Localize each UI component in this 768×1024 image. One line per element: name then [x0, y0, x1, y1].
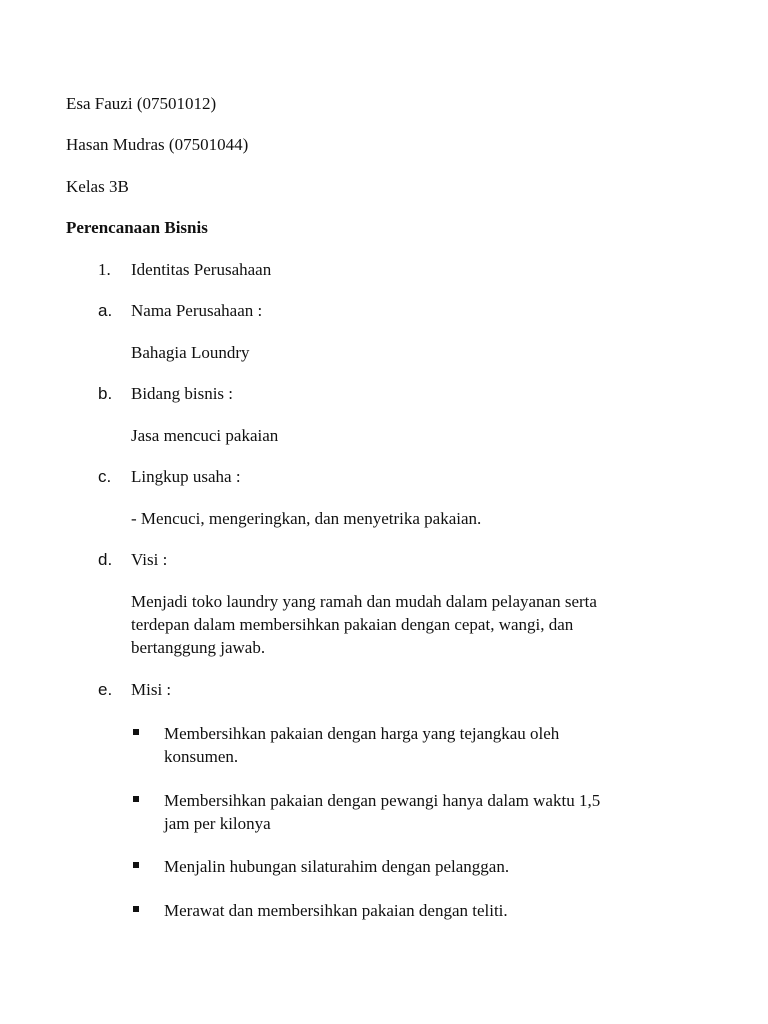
misi-item-1-line-1: Membersihkan pakaian dengan harga yang tejangkau oleh [164, 724, 560, 743]
item-d-value-line-1: Menjadi toko laundry yang ramah dan mudah dalam pelayanan serta [131, 592, 597, 611]
misi-item-4: Merawat dan membersihkan pakaian dengan teliti. [164, 901, 508, 920]
item-a-marker: a. [98, 301, 113, 320]
misi-item-3: Menjalin hubungan silaturahim dengan pelanggan. [164, 857, 510, 876]
item-a-value: Bahagia Loundry [131, 343, 250, 362]
misi-item-1-line-2: konsumen. [164, 747, 239, 766]
misi-item-2-line-1: Membersihkan pakaian dengan pewangi hanya dalam waktu 1,5 [164, 791, 601, 810]
item-b-value: Jasa mencuci pakaian [131, 426, 279, 445]
item-b-label: Bidang bisnis : [131, 384, 234, 403]
item-d-value-line-2: terdepan dalam membersihkan pakaian dengan cepat, wangi, dan [131, 615, 574, 634]
item-e-marker: e. [98, 680, 113, 699]
bullet-marker-1 [133, 729, 139, 735]
class-label: Kelas 3B [66, 177, 129, 196]
section-1-title: Identitas Perusahaan [131, 260, 272, 279]
item-d-label: Visi : [131, 550, 168, 569]
document-title: Perencanaan Bisnis [66, 218, 208, 237]
item-a-label: Nama Perusahaan : [131, 301, 263, 320]
item-c-value: - Mencuci, mengeringkan, dan menyetrika pakaian. [131, 509, 482, 528]
bullet-marker-3 [133, 862, 139, 868]
item-c-marker: c. [98, 467, 112, 486]
item-d-value-line-3: bertanggung jawab. [131, 638, 266, 657]
item-e-label: Misi : [131, 680, 172, 699]
item-b-marker: b. [98, 384, 113, 403]
item-c-label: Lingkup usaha : [131, 467, 241, 486]
author-1: Esa Fauzi (07501012) [66, 94, 217, 113]
section-1-number: 1. [98, 260, 111, 279]
bullet-marker-2 [133, 796, 139, 802]
item-d-marker: d. [98, 550, 113, 569]
author-2: Hasan Mudras (07501044) [66, 135, 249, 154]
bullet-marker-4 [133, 906, 139, 912]
misi-item-2-line-2: jam per kilonya [164, 814, 271, 833]
